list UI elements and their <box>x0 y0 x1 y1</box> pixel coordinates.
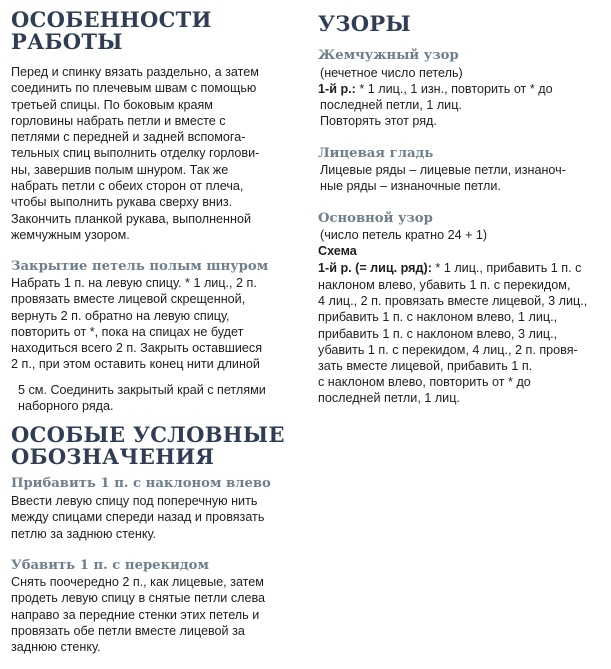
symbols-title-line2: ОБОЗНАЧЕНИЯ <box>11 444 215 469</box>
symbol-decrease-body: Снять поочередно 2 п., как лицевые, затем продеть левую спицу в снятые петли слева направо за передние стенки этих петель и провязать обе петли вместе лицевой за заднюю стенку. <box>11 575 266 655</box>
pearl-row-text: * 1 лиц., 1 изн., повторить от * до <box>355 82 553 96</box>
main-row-text: * 1 лиц., прибавить 1 п. с <box>431 261 582 275</box>
cord-title: Закрытие петель полым шнуром <box>11 259 269 274</box>
cord-body: Набрать 1 п. на левую спицу. * 1 лиц., 2 п. провязать вместе лицевой скрещенной, вернуть 2 п. обратно на левую спицу, повторить от *, пока на спицах не будет находиться всего 2 п. Закрыть оставшиеся 2 п., при этом оставить конец нити длиной <box>11 276 263 372</box>
pearl-row-continued: последней петли, 1 лиц. Повторять этот ряд. <box>320 98 462 129</box>
features-body: Перед и спинку вязать раздельно, а затем соединить по плечевым швам с помощью третьей спицы. По боковым краям горловины набрать петли и вместе с петлями с передней и задней вспомога- тельных спиц выполнить отделку горлови- ны, завершив полым шнуром. Так же набрать петли с обеих сторон от плеча, чтобы выполнить рукава сверху вниз. Закончить планкой рукава, выполненной жемчужным узором. <box>11 65 260 242</box>
stockinette-title: Лицевая гладь <box>318 146 434 161</box>
symbol-increase-body: Ввести левую спицу под поперечную нить между спицами спереди назад и провязать петлю за заднюю стенку. <box>11 494 265 541</box>
main-row-label: 1-й р. (= лиц. ряд): <box>318 261 432 275</box>
main-pattern-count: (число петель кратно 24 + 1) <box>320 228 488 242</box>
features-title-line2: РАБОТЫ <box>11 29 123 54</box>
features-title-line1: ОСОБЕННОСТИ <box>11 7 212 32</box>
pearl-row-label: 1-й р.: <box>318 82 356 96</box>
pearl-title: Жемчужный узор <box>318 48 459 63</box>
cord-body-continued: 5 см. Соединить закрытый край с петлями наборного ряда. <box>18 383 266 414</box>
main-pattern-row <box>318 260 610 276</box>
patterns-title: УЗОРЫ <box>318 11 412 36</box>
stockinette-body: Лицевые ряды – лицевые петли, изнаноч- ные ряды – изнаночные петли. <box>320 163 566 194</box>
pearl-row <box>318 81 610 97</box>
pearl-count: (нечетное число петель) <box>320 66 463 80</box>
symbols-title-line1: ОСОБЫЕ УСЛОВНЫЕ <box>11 422 285 447</box>
main-pattern-title: Основной узор <box>318 211 433 226</box>
main-row-continued: наклоном влево, убавить 1 п. с перекидом, 4 лиц., 2 п. провязать вместе лицевой, 3 лиц., прибавить 1 п. с наклоном влево, 1 лиц., прибавить 1 п. с наклоном влево, 3 лиц., убавить 1 п. с перекидом, 4 лиц., 2 п. провя- зать вместе лицевой, прибавить 1 п. с наклоном влево, повторить от * до последней петли, 1 лиц. <box>318 278 588 406</box>
symbol-increase-title: Прибавить 1 п. с наклоном влево <box>11 476 271 491</box>
scheme-label: Схема <box>318 244 357 258</box>
symbol-decrease-title: Убавить 1 п. с перекидом <box>11 558 209 573</box>
